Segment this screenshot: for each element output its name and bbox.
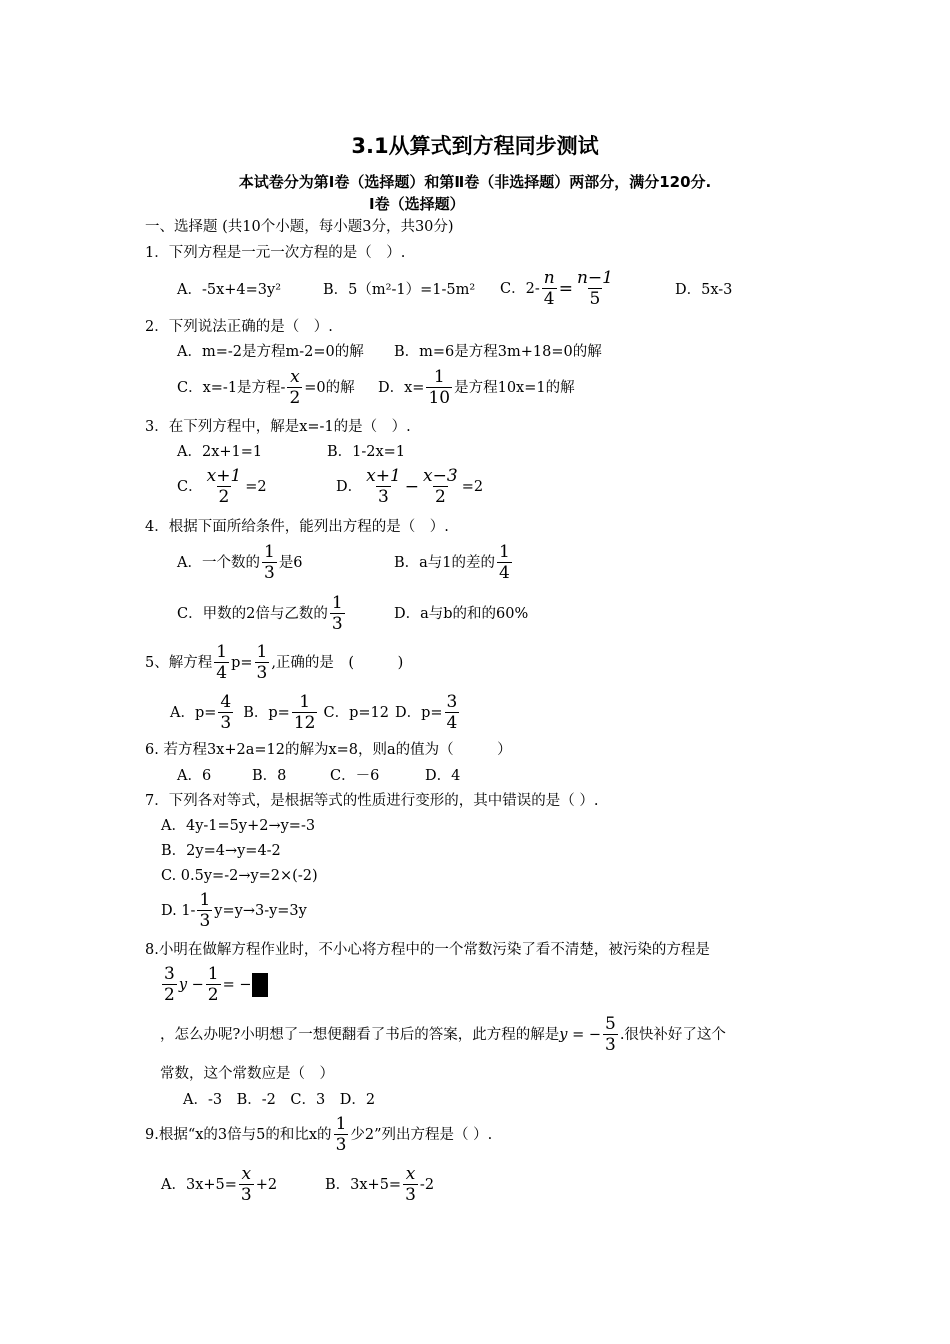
fraction: $\frac{1}{4}$ xyxy=(216,642,228,683)
q3-option-a: A．2x+1=1 xyxy=(177,444,263,460)
q8-line2: ，怎么办呢?小明想了一想便翻看了书后的答案，此方程的解是 y = − $\frac{5}{3}$ .很快补好了这个 xyxy=(160,1014,726,1055)
fraction: $\frac{x}{3}$ xyxy=(240,1164,252,1205)
q1-option-d: D．5x-3 xyxy=(675,282,733,298)
section-heading: 一、选择题 (共10个小题，每小题3分，共30分) xyxy=(145,219,454,235)
fraction: $\frac{5}{3}$ xyxy=(605,1014,616,1055)
exam-intro: 本试卷分为第Ⅰ卷（选择题）和第Ⅱ卷（非选择题）两部分，满分120分. xyxy=(238,173,712,191)
fraction: $\frac{1}{3}$ xyxy=(256,642,268,683)
q2-stem: 2．下列说法正确的是（ ）. xyxy=(145,319,333,335)
fraction: $\frac{3}{4}$ xyxy=(446,692,458,733)
q2-option-d: D．x= $\frac{1}{10}$ 是方程10x=1的解 xyxy=(378,367,575,408)
page-title: 3.1从算式到方程同步测试 xyxy=(351,134,599,158)
q6-option-d: D．4 xyxy=(425,768,461,784)
fraction: $\frac{n}{4}$ xyxy=(543,268,555,309)
fraction: $\frac{1}{3}$ xyxy=(199,890,211,931)
q6-option-a: A．6 xyxy=(177,768,212,784)
q8-stem: 8.小明在做解方程作业时，不小心将方程中的一个常数污染了看不清楚，被污染的方程是 xyxy=(145,942,710,958)
q7-option-c: C. 0.5y=-2→y=2×(-2) xyxy=(161,868,318,884)
q7-stem: 7．下列各对等式，是根据等式的性质进行变形的，其中错误的是（ ）. xyxy=(145,793,599,809)
q8-line3: 常数，这个常数应是（ ） xyxy=(160,1066,334,1082)
q5-option-d: D．p= $\frac{3}{4}$ xyxy=(394,692,458,733)
q2-option-a: A．m=-2是方程m-2=0的解 xyxy=(177,344,364,360)
fraction: $\frac{1}{3}$ xyxy=(335,1114,347,1155)
q8-equation: $\frac{3}{2}$ y − $\frac{1}{2}$ = − xyxy=(160,964,268,1005)
fraction: $\frac{x}{2}$ xyxy=(289,367,301,408)
q3-option-d: D． $\frac{x+1}{3}$ − $\frac{x-3}{2}$ =2 xyxy=(336,466,484,507)
fraction: $\frac{x+1}{2}$ xyxy=(206,466,242,507)
q5-stem: 5、解方程 $\frac{1}{4}$ p= $\frac{1}{3}$ ,正确的是 ( ) xyxy=(145,642,404,683)
fraction: $\frac{1}{12}$ xyxy=(293,692,316,733)
q2-option-b: B．m=6是方程3m+18=0的解 xyxy=(394,344,602,360)
fraction: $\frac{3}{2}$ xyxy=(164,964,175,1005)
q2-option-c: C．x=-1是方程- $\frac{x}{2}$ =0的解 xyxy=(177,367,355,408)
fraction: $\frac{1}{10}$ xyxy=(428,367,451,408)
q3-option-b: B．1-2x=1 xyxy=(327,444,406,460)
q3-stem: 3．在下列方程中，解是x=-1的是（ ）. xyxy=(145,419,411,435)
part-heading: Ⅰ卷（选择题） xyxy=(369,195,465,213)
q5-option-c: C．p=12 xyxy=(323,704,389,721)
q7-option-a: A．4y-1=5y+2→y=-3 xyxy=(161,818,316,834)
fraction: $\frac{x-3}{2}$ xyxy=(423,466,458,507)
q3-option-c: C． $\frac{x+1}{2}$ =2 xyxy=(177,466,267,507)
q5-options xyxy=(170,692,461,733)
fraction: $\frac{1}{2}$ xyxy=(207,964,219,1005)
q9-option-a: A．3x+5= $\frac{x}{3}$ +2 xyxy=(161,1164,278,1205)
q8-options: A．-3 B．-2 C．3 D．2 xyxy=(183,1092,376,1108)
q5-option-a: A．p= $\frac{4}{3}$ xyxy=(170,692,232,733)
q1-option-b: B．5（m²-1）=1-5m² xyxy=(323,282,476,298)
fraction: $\frac{1}{3}$ xyxy=(263,542,275,583)
q1-option-a: A．-5x+4=3y² xyxy=(177,282,282,298)
q9-stem: 9.根据“x的3倍与5的和比x的 $\frac{1}{3}$ 少2”列出方程是（ ）. xyxy=(145,1114,493,1155)
q6-option-b: B．8 xyxy=(252,768,287,784)
fraction: $\frac{x+1}{3}$ xyxy=(366,466,401,507)
q4-option-c: C．甲数的2倍与乙数的 $\frac{1}{3}$ xyxy=(177,593,343,634)
q7-option-b: B．2y=4→y=4-2 xyxy=(161,843,281,859)
q1-stem: 1．下列方程是一元一次方程的是（ ）. xyxy=(145,245,406,261)
q7-option-d: D. 1- $\frac{1}{3}$ y=y→3-y=3y xyxy=(161,890,307,931)
fraction: $\frac{1}{4}$ xyxy=(499,542,510,583)
q9-option-b: B．3x+5= $\frac{x}{3}$ -2 xyxy=(325,1164,435,1205)
q4-option-d: D．a与b的和的60% xyxy=(394,606,529,622)
q6-stem: 6. 若方程3x+2a=12的解为x=8，则a的值为（ ） xyxy=(145,742,512,758)
fraction: $\frac{1}{3}$ xyxy=(331,593,343,634)
q4-stem: 4．根据下面所给条件，能列出方程的是（ ）. xyxy=(145,519,449,535)
q6-option-c: C．－6 xyxy=(330,768,380,784)
q1-option-c: C．2- $\frac{n}{4}$ = $\frac{n-1}{5}$ xyxy=(500,268,613,309)
q4-option-a: A．一个数的 $\frac{1}{3}$ 是6 xyxy=(177,542,303,583)
q4-option-b: B．a与1的差的 $\frac{1}{4}$ xyxy=(394,542,510,583)
blot-mark xyxy=(252,973,268,997)
fraction: $\frac{x}{3}$ xyxy=(405,1164,416,1205)
q5-option-b: B．p= $\frac{1}{12}$ xyxy=(243,692,316,733)
fraction: $\frac{n-1}{5}$ xyxy=(576,268,613,309)
fraction: $\frac{4}{3}$ xyxy=(220,692,232,733)
